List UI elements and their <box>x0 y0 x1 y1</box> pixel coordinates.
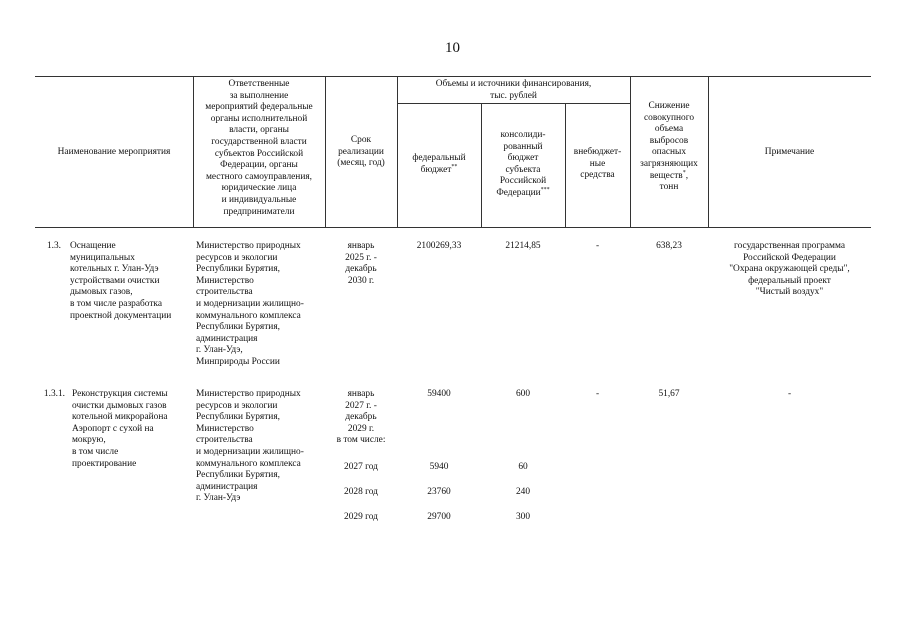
header-reduction-tail: , тонн <box>659 170 689 193</box>
year-2029-consolidated: 300 <box>515 512 531 522</box>
row-1-consolidated: 21214,85 <box>505 241 541 251</box>
header-consolidated <box>481 130 565 200</box>
header-federal-label: федеральный бюджет <box>412 153 466 175</box>
row-1-reduction: 638,23 <box>656 241 682 251</box>
row-2-responsible: Министерство природных ресурсов и экологии Республики Бурятия, Министерство строительства и модернизации жилищно- коммунального комплекса Республики Бурятия, администрация г. Улан-Удэ <box>196 389 304 504</box>
header-reduction <box>630 101 708 194</box>
row-1-responsible: Министерство природных ресурсов и экологии Республики Бурятия, Министерство строительства и модернизации жилищно- коммунального комплекса Республики Бурятия, администрация г. Улан-Удэ, Минприроды России <box>196 241 304 367</box>
year-2028-label: 2028 год <box>344 487 378 497</box>
header-responsible: Ответственные за выполнение мероприятий федеральные органы исполнительной власти, органы государственной власти субъектов Российской Федерации, органы местного самоуправления, юридические лица и индивидуальные предприниматели <box>205 79 313 217</box>
row-1-name: Оснащение муниципальных котельных г. Улан-Удэ устройствами очистки дымовых газов, в том числе разработка проектной документации <box>70 241 172 321</box>
row-2-federal: 59400 <box>427 389 451 399</box>
header-federal-sup: ** <box>451 163 458 170</box>
row-2-name: Реконструкция системы очистки дымовых газов котельной микрорайона Аэропорт с сухой на мокрую, в том числе проектирование <box>72 389 168 469</box>
row-2-extrabudget: - <box>595 389 600 399</box>
row-2-reduction: 51,67 <box>658 389 680 399</box>
header-name: Наименование мероприятия <box>57 147 171 157</box>
row-2-consolidated: 600 <box>515 389 531 399</box>
header-consolidated-sup: *** <box>540 186 550 193</box>
header-reduction-label: Снижение совокупного объема выбросов опасных загрязняющих веществ <box>640 101 698 181</box>
year-2027-label: 2027 год <box>344 462 378 472</box>
header-finance-group: Объемы и источники финансирования, тыс. рублей <box>435 79 592 101</box>
year-2028-consolidated: 240 <box>515 487 531 497</box>
row-1-number: 1.3. <box>46 241 61 251</box>
finance-group-divider <box>397 103 630 104</box>
header-note: Примечание <box>764 147 815 157</box>
row-2-term: январь 2027 г. - декабрь 2029 г. в том числе: <box>336 389 386 446</box>
header-term: Срок реализации (месяц, год) <box>337 135 385 169</box>
year-2027-consolidated: 60 <box>518 462 528 472</box>
year-2029-federal: 29700 <box>427 512 451 522</box>
table-header-bottom-border <box>35 227 871 228</box>
header-extrabudget: внебюджет- ные средства <box>573 147 622 181</box>
row-1-federal: 2100269,33 <box>416 241 462 251</box>
row-1-term: январь 2025 г. - декабрь 2030 г. <box>345 241 377 286</box>
page-number: 10 <box>445 40 460 56</box>
header-federal <box>397 153 481 176</box>
row-2-note: - <box>787 389 792 399</box>
header-reduction-sup: * <box>682 169 686 176</box>
year-2027-federal: 5940 <box>429 462 449 472</box>
year-2029-label: 2029 год <box>344 512 378 522</box>
header-consolidated-label: консолиди- рованный бюджет субъекта Российской Федерации <box>496 130 547 198</box>
row-2-number: 1.3.1. <box>43 389 65 399</box>
row-1-note: государственная программа Российской Федерации "Охрана окружающей среды", федеральный проект "Чистый воздух" <box>729 241 850 298</box>
year-2028-federal: 23760 <box>427 487 451 497</box>
table-top-border <box>35 76 871 77</box>
row-1-extrabudget: - <box>595 241 600 251</box>
